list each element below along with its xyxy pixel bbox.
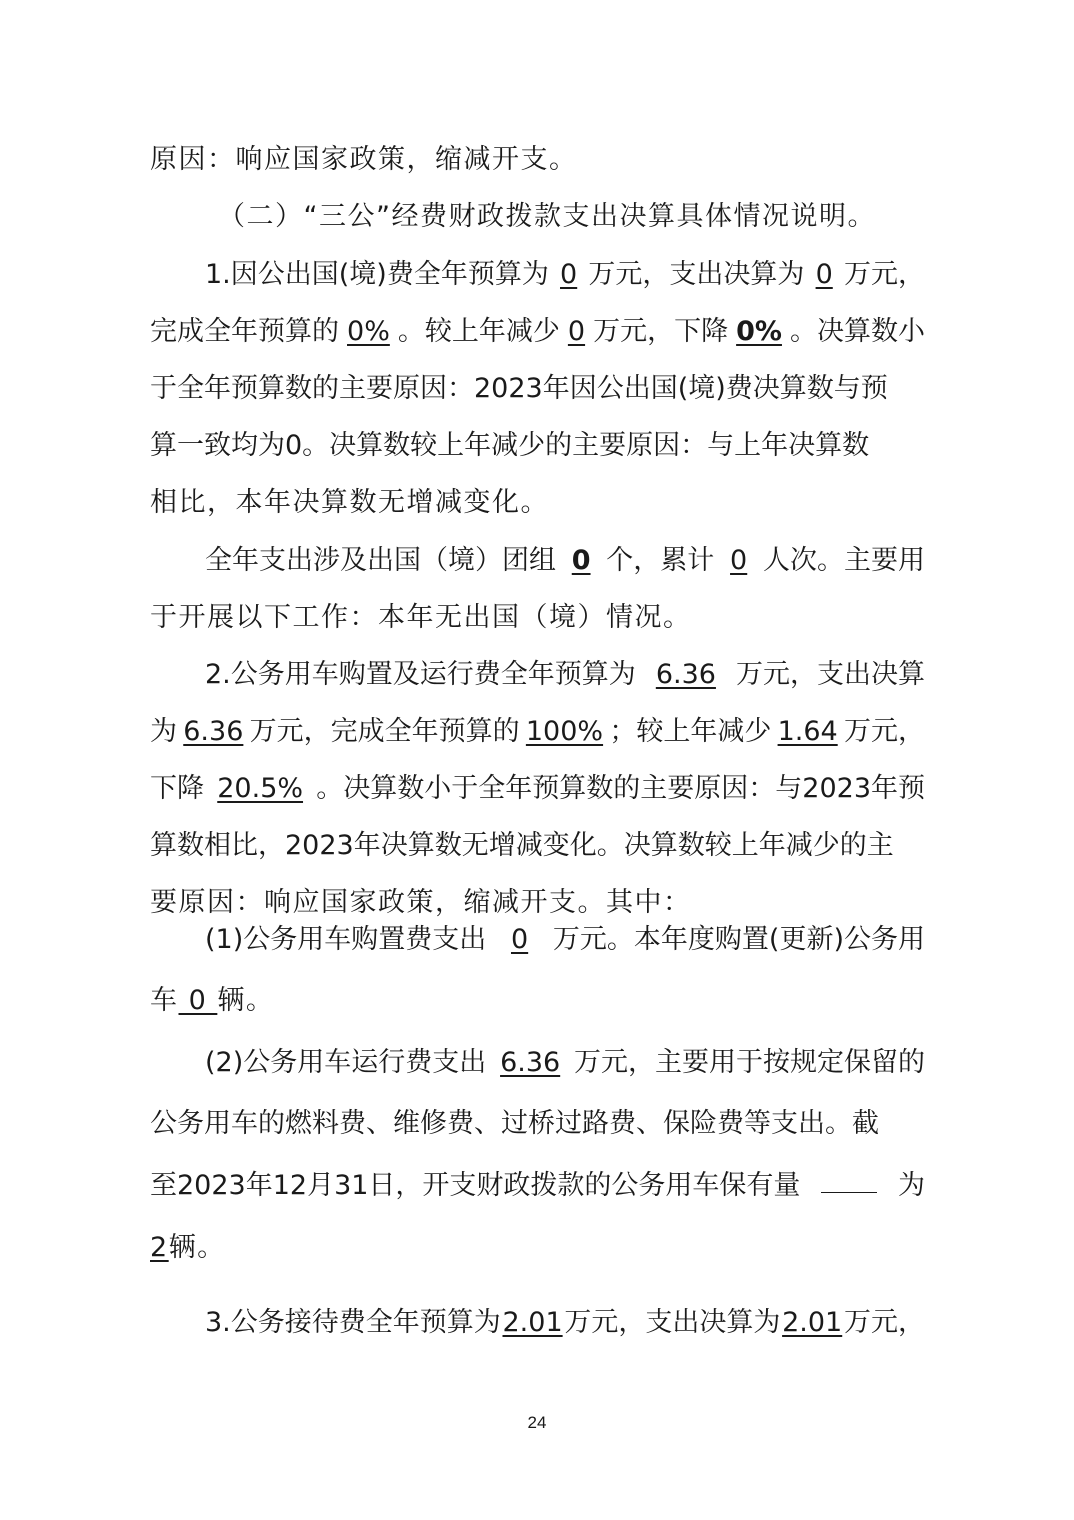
- text-line: 算一致均为0。决算数较上年减少的主要原因：与上年决算数: [150, 430, 870, 461]
- para4-line1-a: (1)公务用车购置费支出: [205, 924, 487, 955]
- section-heading: （二）“三公”经费财政拨款支出决算具体情况说明。: [218, 201, 876, 232]
- overseas-actual-value: 0: [815, 259, 833, 290]
- vehicle-decrease-value: 1.64: [777, 716, 838, 747]
- vehicle-budget-value: 6.36: [655, 659, 716, 690]
- overseas-budget-value: 0: [560, 259, 578, 290]
- overseas-completion-rate: 0%: [347, 316, 390, 347]
- text-line: [150, 1166, 925, 1206]
- para5-line4-b: 辆。: [168, 1232, 226, 1263]
- text-line: [205, 920, 925, 960]
- vehicle-purchase-count: 0: [178, 985, 218, 1016]
- para1-line2-d: 。决算数小: [789, 316, 925, 347]
- para1-line1-c: 万元，: [843, 259, 925, 290]
- para1-line2-a: 完成全年预算的: [150, 316, 339, 347]
- text-line: [205, 1303, 925, 1343]
- overseas-person-times: 0: [730, 545, 748, 576]
- para6-line1-c: 万元，: [843, 1307, 925, 1338]
- text-line: 要原因：响应国家政策，缩减开支。其中：: [150, 887, 692, 918]
- overseas-decline-rate: 0%: [736, 316, 782, 347]
- text-line: [205, 1043, 925, 1083]
- text-line: 于全年预算数的主要原因：2023年因公出国(境)费决算数与预: [150, 373, 888, 404]
- para6-line1-a: 3.公务接待费全年预算为: [205, 1307, 501, 1338]
- para1-line2-b: 。较上年减少: [397, 316, 560, 347]
- text-line: [205, 255, 925, 295]
- text-line: [205, 541, 925, 581]
- vehicle-purchase-value: 0: [510, 924, 529, 955]
- para6-line1-b: 万元，支出决算为: [564, 1307, 781, 1338]
- text-line: [150, 981, 925, 1021]
- para3-line3-a: 下降: [150, 773, 204, 804]
- vehicle-decline-rate: 20.5%: [217, 773, 304, 804]
- reception-actual-value: 2.01: [782, 1307, 843, 1338]
- para3-line1-b: 万元，支出决算: [735, 659, 925, 690]
- para2-line1-c: 人次。主要用: [762, 545, 925, 576]
- page-number: 24: [527, 1413, 547, 1432]
- text-line: 相比，本年决算数无增减变化。: [150, 487, 549, 518]
- text-line: [150, 1228, 925, 1268]
- para1-line2-c: 万元，下降: [593, 316, 729, 347]
- para2-line1-a: 全年支出涉及出国（境）团组: [205, 545, 556, 576]
- para5-line1-a: (2)公务用车运行费支出: [205, 1047, 487, 1078]
- blank-underline: [821, 1166, 877, 1193]
- para2-line1-b: 个，累计: [606, 545, 715, 576]
- text-line: 于开展以下工作：本年无出国（境）情况。: [150, 602, 692, 633]
- para5-line3-a: 至2023年12月31日，开支财政拨款的公务用车保有量: [150, 1170, 801, 1201]
- para3-line2-c: ；较上年减少: [609, 716, 772, 747]
- text-line: [150, 712, 925, 752]
- para3-line1-a: 2.公务用车购置及运行费全年预算为: [205, 659, 636, 690]
- text-line: [205, 655, 925, 695]
- vehicle-holdings-count: 2: [150, 1232, 169, 1263]
- para3-line2-a: 为: [150, 716, 177, 747]
- reception-budget-value: 2.01: [502, 1307, 563, 1338]
- text-line: 原因：响应国家政策，缩减开支。: [150, 144, 578, 175]
- vehicle-operation-value: 6.36: [500, 1047, 561, 1078]
- para3-line3-b: 。决算数小于全年预算数的主要原因：与2023年预: [316, 773, 925, 804]
- text-line: [150, 769, 925, 809]
- para5-line1-b: 万元，主要用于按规定保留的: [574, 1047, 925, 1078]
- overseas-decrease-value: 0: [567, 316, 586, 347]
- vehicle-actual-value: 6.36: [183, 716, 244, 747]
- text-line: 公务用车的燃料费、维修费、过桥过路费、保险费等支出。截: [150, 1108, 879, 1139]
- overseas-groups-count: 0: [571, 545, 591, 576]
- para4-line2-a: 车: [150, 985, 179, 1016]
- para4-line2-b: 辆。: [217, 985, 275, 1016]
- para4-line1-b: 万元。本年度购置(更新)公务用: [552, 924, 925, 955]
- vehicle-completion-rate: 100%: [525, 716, 604, 747]
- para1-line1-a: 1.因公出国(境)费全年预算为: [205, 259, 549, 290]
- text-line: 算数相比，2023年决算数无增减变化。决算数较上年减少的主: [150, 830, 894, 861]
- para3-line2-d: 万元，: [843, 716, 925, 747]
- para1-line1-b: 万元，支出决算为: [588, 259, 805, 290]
- text-line: [150, 312, 925, 352]
- para3-line2-b: 万元，完成全年预算的: [249, 716, 520, 747]
- para5-line3-b: 为: [898, 1170, 925, 1201]
